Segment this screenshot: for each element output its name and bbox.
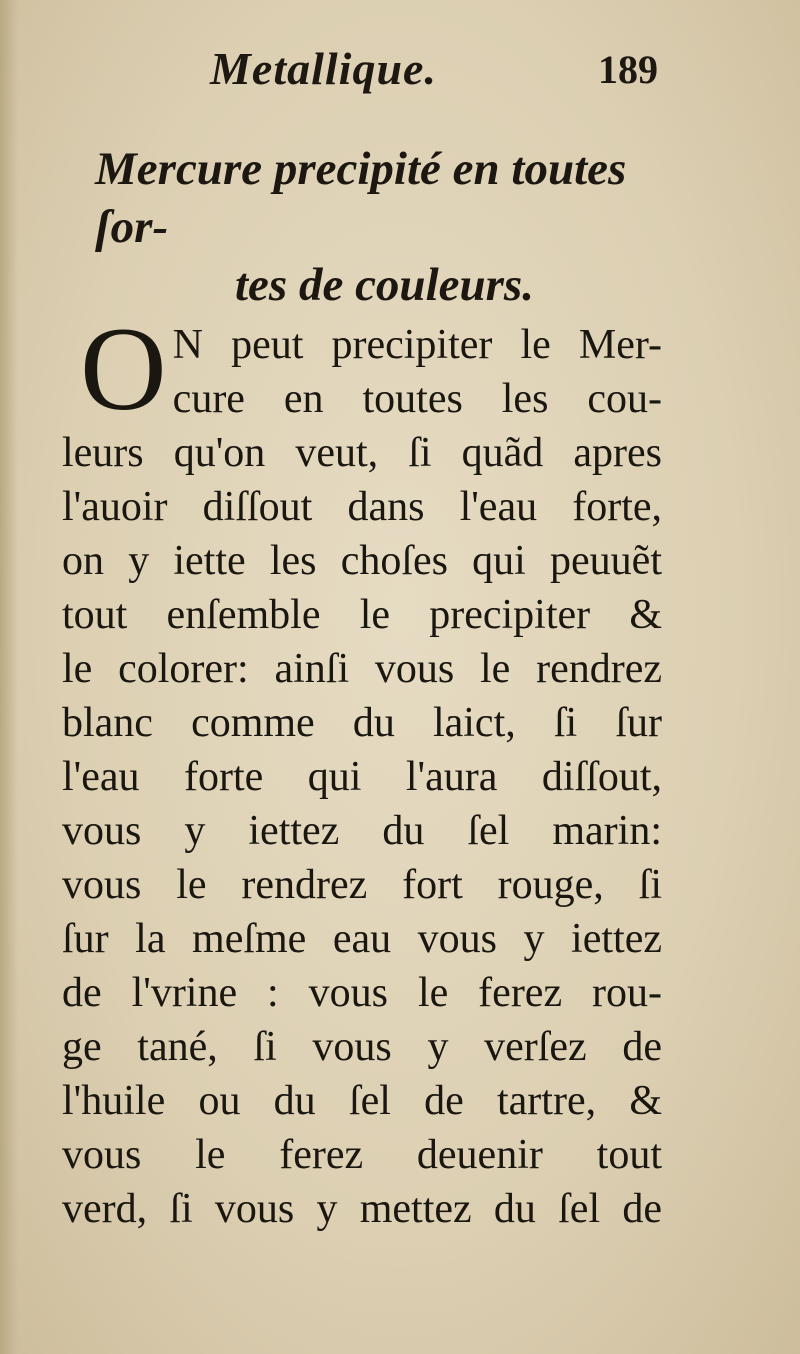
chapter-title: [95, 140, 685, 314]
body-line: blanc comme du laict, ſi ſur: [62, 700, 662, 746]
chapter-title-line-1: Mercure precipité en toutes ſor-: [95, 143, 627, 253]
body-line: ſur la meſme eau vous y iettez: [62, 916, 662, 962]
body-line: tout enſemble le precipiter &: [62, 592, 662, 638]
body-line: l'eau forte qui l'aura diſſout,: [62, 754, 662, 800]
body-line: l'huile ou du ſel de tartre, &: [62, 1078, 662, 1124]
body-line: verd, ſi vous y mettez du ſel de: [62, 1186, 662, 1232]
body-text: [62, 302, 662, 1236]
body-line: vous y iettez du ſel marin:: [62, 808, 662, 854]
body-line: vous le ferez deuenir tout: [62, 1132, 662, 1178]
body-line: ge tané, ſi vous y verſez de: [62, 1024, 662, 1070]
page-number: 189: [598, 47, 658, 92]
body-line: on y iette les choſes qui peuuẽt: [62, 538, 662, 584]
body-line: le colorer: ainſi vous le rendrez: [62, 646, 662, 692]
running-head: Metallique.: [210, 43, 437, 94]
chapter-title-line-2: tes de couleurs.: [235, 259, 534, 311]
page-header: [0, 42, 800, 102]
drop-cap: O: [80, 302, 167, 435]
body-line: N peut precipiter le Mer-: [172, 322, 662, 368]
body-line: cure en toutes les cou-: [172, 376, 662, 422]
body-line: l'auoir diſſout dans l'eau forte,: [62, 484, 662, 530]
body-line: leurs qu'on veut, ſi quãd apres: [62, 430, 662, 476]
body-line: de l'vrine : vous le ferez rou-: [62, 970, 662, 1016]
body-line: vous le rendrez fort rouge, ſi: [62, 862, 662, 908]
page-edge-shadow: [0, 0, 18, 1354]
